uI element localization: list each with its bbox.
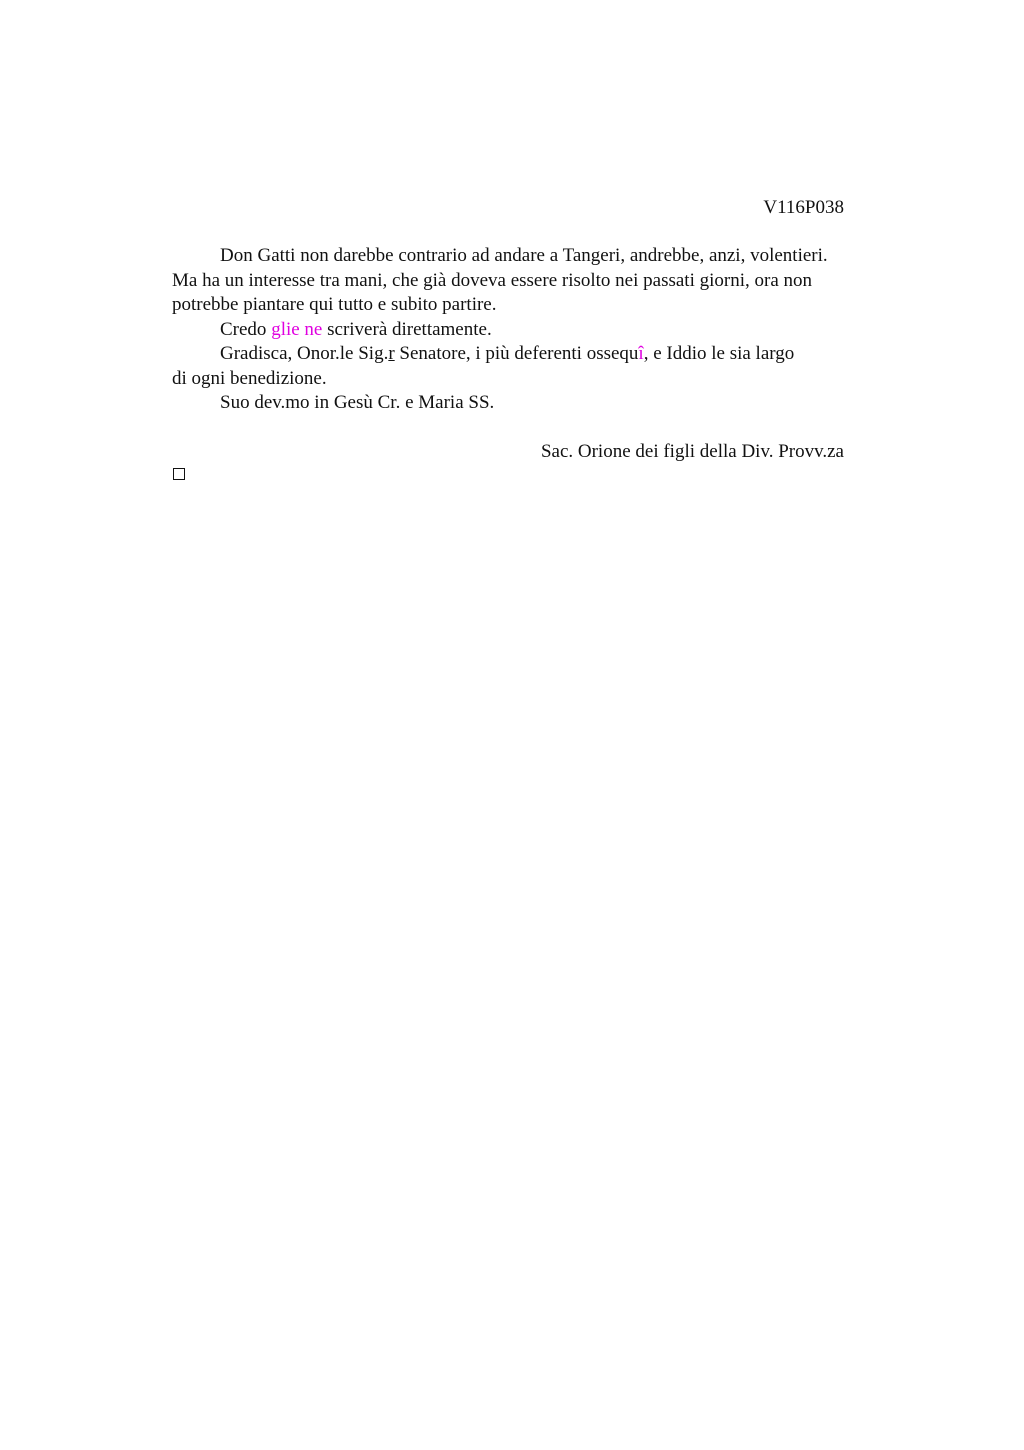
paragraph-2 [172,318,892,343]
paragraph-3-part-1: Gradisca, Onor.le Sig. [220,343,389,364]
paragraph-3-highlight: î [638,343,644,364]
paragraph-1-line-1: Don Gatti non darebbe contrario ad andare a Tangeri, andrebbe, anzi, volentieri. [220,245,828,266]
paragraph-2-prefix: Credo [220,318,272,340]
paragraph-2-highlight: glie ne [271,318,323,340]
paragraph-1-line-2: Ma ha un interesse tra mani, che già doveva essere risolto nei passati giorni, ora non [172,269,812,291]
paragraph-2-suffix: scriverà direttamente. [322,318,492,340]
letter-body [172,244,892,416]
paragraph-1-line-3: potrebbe piantare qui tutto e subito partire. [172,294,497,315]
paragraph-3-line-2: di ogni benedizione. [172,367,327,389]
paragraph-4: Suo dev.mo in Gesù Cr. e Maria SS. [220,392,495,413]
paragraph-3-part-2: Senatore, i più deferenti ossequ [394,343,639,364]
document-code: V116P038 [763,197,844,218]
empty-square-icon [173,468,185,480]
paragraph-3-line-1 [172,342,892,367]
paragraph-3-part-3: , e Iddio le sia largo [643,343,795,364]
paragraph-3-underlined: r [388,343,395,364]
signature: Sac. Orione dei figli della Div. Provv.za [540,441,844,462]
